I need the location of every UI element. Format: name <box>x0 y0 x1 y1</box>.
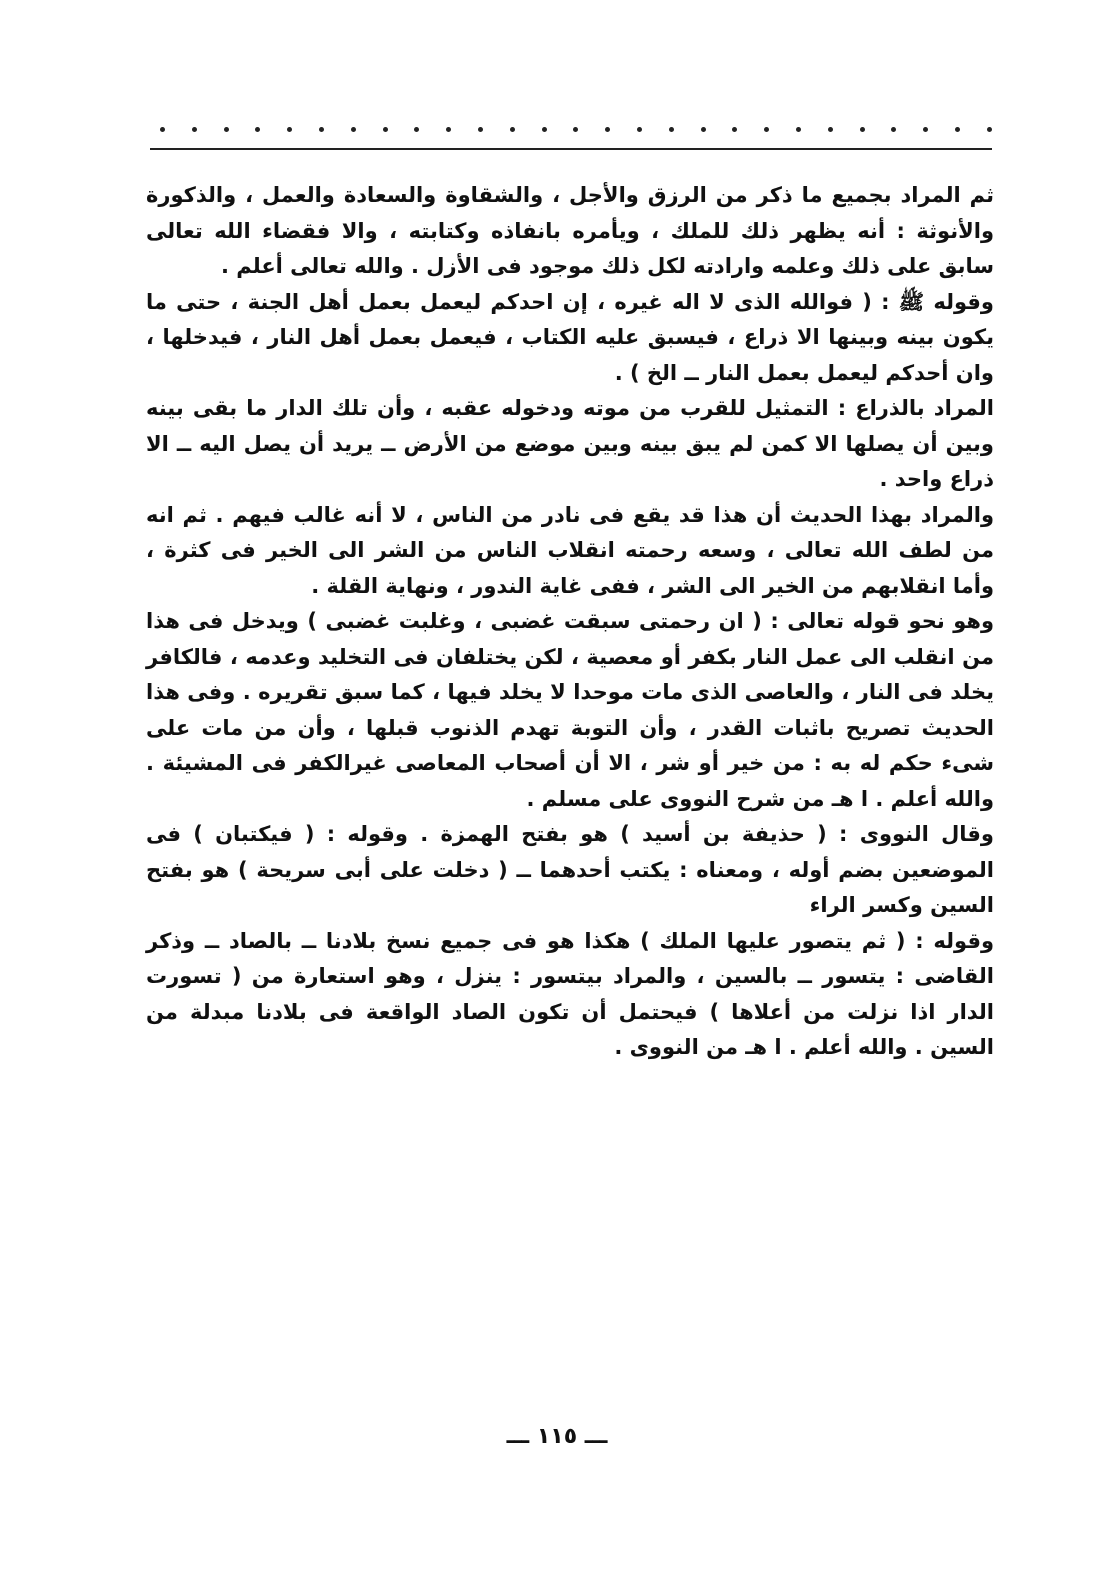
ornament-dot <box>669 127 674 132</box>
ornament-dot <box>383 127 388 132</box>
paragraph-closing-note: وقوله : ( ثم يتصور عليها الملك ) هكذا هو فى جميع نسخ بلادنا ــ بالصاد ــ وذكر القاضى : يتسور ــ بالسين ، والمراد بيتسور : ينزل ، وهو استعارة من ( تسورت الدار اذا نزلت من أعلاها ) فيحتمل أن تكون الصاد الواقعة فى بلادنا مبدلة من السين . والله أعلم . ا هـ من النووى . <box>146 928 994 1059</box>
ornament-dot <box>319 127 324 132</box>
ornament-dot <box>542 127 547 132</box>
header-rule <box>150 148 992 150</box>
ornament-dot <box>255 127 260 132</box>
ornament-dot <box>287 127 292 132</box>
paragraph-nawawi-note: وقال النووى : ( حذيفة بن أسيد ) هو بفتح الهمزة . وقوله : ( فيكتبان ) فى الموضعين بضم أوله ، ومعناه : يكتب أحدهما ــ ( دخلت على أبى سريحة ) هو بفتح السين وكسر الراء <box>146 822 994 917</box>
header-dots-ornament <box>160 118 992 140</box>
ornament-dot <box>764 127 769 132</box>
ornament-dot <box>987 127 992 132</box>
ornament-dot <box>573 127 578 132</box>
paragraph-mercy-verse: وهو نحو قوله تعالى : ( ان رحمتى سبقت غضبى ، وغلبت غضبى ) ويدخل فى هذا من انقلب الى عمل النار بكفر أو معصية ، لكن يختلفان فى التخليد وعدمه ، فالكافر يخلد فى النار ، والعاصى الذى مات موحدا لا يخلد فيها ، كما سبق تقريره . وفى هذا الحديث تصريح باثبات القدر ، وأن التوبة تهدم الذنوب قبلها ، وأن من مات على شىء حكم له به : من خير أو شر ، الا أن أصحاب المعاصى غيرالكفر فى المشيئة . والله أعلم . ا هـ من شرح النووى على مسلم . <box>146 609 994 811</box>
ornament-dot <box>860 127 865 132</box>
paragraph-intro: ثم المراد بجميع ما ذكر من الرزق والأجل ، والشقاوة والسعادة والعمل ، والذكورة والأنوثة : أنه يظهر ذلك للملك ، ويأمره بانفاذه وكتابته ، والا فقضاء الله تعالى سابق على ذلك وعلمه وارادته لكل ذلك موجود فى الأزل . والله تعالى أعلم . <box>146 183 994 278</box>
ornament-dot <box>923 127 928 132</box>
ornament-dot <box>510 127 515 132</box>
ornament-dot <box>160 127 165 132</box>
ornament-dot <box>637 127 642 132</box>
ornament-dot <box>828 127 833 132</box>
ornament-dot <box>605 127 610 132</box>
ornament-dot <box>446 127 451 132</box>
paragraph-cubit-explanation: المراد بالذراع : التمثيل للقرب من موته ودخوله عقبه ، وأن تلك الدار ما بقى بينه وبين أن يصلها الا كمن لم يبق بينه وبين موضع من الأرض ــ يريد أن يصل اليه ــ الا ذراع واحد . <box>146 396 994 491</box>
ornament-dot <box>351 127 356 132</box>
ornament-dot <box>478 127 483 132</box>
page-number: ـــ ١١٥ ـــ <box>506 1424 608 1449</box>
ornament-dot <box>955 127 960 132</box>
paragraph-hadith-quote: وقوله ﷺ : ( فوالله الذى لا اله غيره ، إن احدكم ليعمل بعمل أهل الجنة ، حتى ما يكون بينه وبينها الا ذراع ، فيسبق عليه الكتاب ، فيعمل بعمل أهل النار ، فيدخلها ، وان أحدكم ليعمل بعمل النار ــ الخ ) . <box>146 289 994 385</box>
ornament-dot <box>224 127 229 132</box>
ornament-dot <box>414 127 419 132</box>
ornament-dot <box>732 127 737 132</box>
page-body <box>146 178 994 1066</box>
ornament-dot <box>796 127 801 132</box>
ornament-dot <box>701 127 706 132</box>
ornament-dot <box>891 127 896 132</box>
paragraph-hadith-meaning: والمراد بهذا الحديث أن هذا قد يقع فى نادر من الناس ، لا أنه غالب فيهم . ثم انه من لطف الله تعالى ، وسعه رحمته انقلاب الناس من الشر الى الخير فى كثرة ، وأما انقلابهم من الخير الى الشر ، ففى غاية الندور ، ونهاية القلة . <box>146 502 994 598</box>
ornament-dot <box>192 127 197 132</box>
